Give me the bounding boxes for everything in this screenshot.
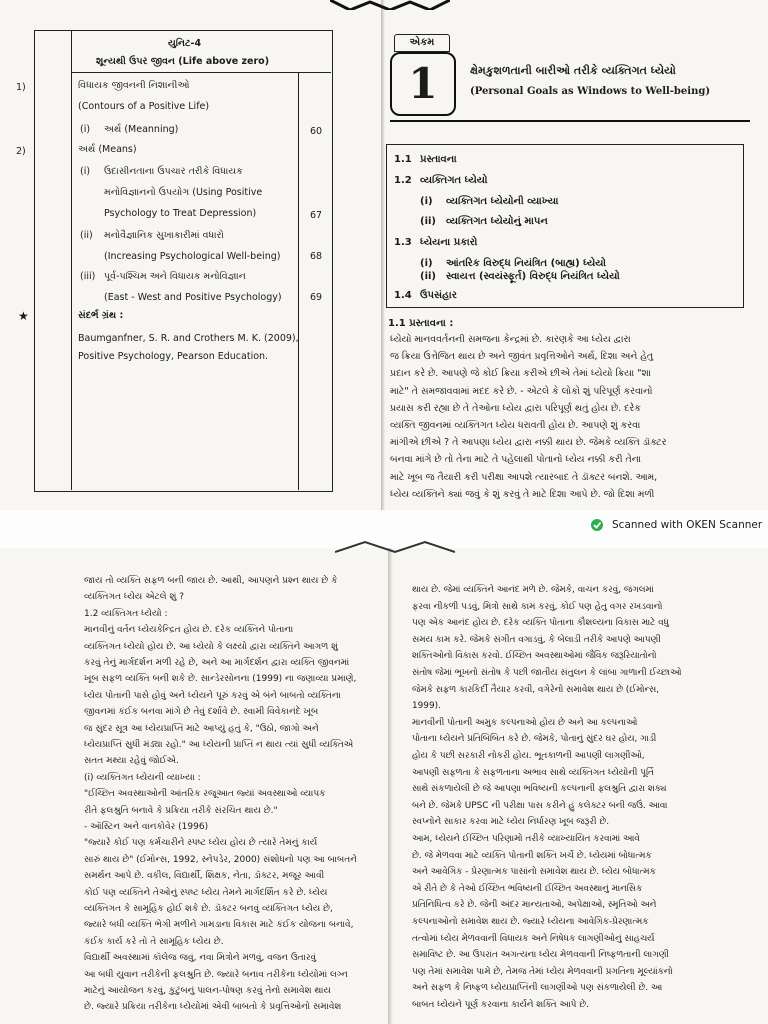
text-line: માનવીની પોતાની અમુક કલ્પનાઓ હોય છે અને આ કલ્પનાઓ bbox=[412, 717, 638, 728]
text-line: સંતોષ જેમાં ભૂખનો સંતોષ કે પછી જાતીય સંતુલન કે લાંબા ગાળાની ઈચ્છાઓ bbox=[412, 668, 682, 678]
outline-item: વ્યક્તિગત ધ્યેયોનું માપન bbox=[446, 216, 548, 227]
text-line: કંઈક કાર્ય કરે તો તે સામૂહિક ધ્યેય છે. bbox=[84, 936, 224, 947]
outline-item: વ્યક્તિગત ધ્યેયોની વ્યાખ્યા bbox=[446, 196, 559, 207]
item-number: 1) bbox=[16, 82, 26, 93]
text-line: પણ એક આનંદ હોય છે. દરેક વ્યક્તિ પોતાના કૌશલ્યના વિકાસ માટે વધુ bbox=[412, 618, 669, 629]
subitem-label: (i) bbox=[80, 124, 91, 135]
book-gutter bbox=[381, 0, 385, 510]
subitem-line: (East - West and Positive Psychology) bbox=[104, 292, 282, 303]
reference-line: Baumganfner, S. R. and Crothers M. K. (2009), bbox=[78, 333, 299, 344]
text-line: 1999). bbox=[412, 701, 441, 712]
text-line: 1.2 વ્યક્તિગત ધ્યેયો : bbox=[84, 608, 168, 619]
text-line: હોય કે પછી સરકારી નોકરી હોય. ભૂતકાળની આપણી લાગણીઓ, bbox=[412, 751, 645, 761]
unit-label: યુનિટ-4 bbox=[168, 38, 202, 49]
subitem-line: મનોવિજ્ઞાનનો ઉપયોગ (Using Positive bbox=[104, 187, 263, 198]
text-line: માટે ખૂબ જ તૈયારી કરી પરીક્ષા આપશે ત્યારબાદ તે ડૉક્ટર બનશે. આમ, bbox=[390, 471, 658, 483]
text-line: માટે" તે સમજાવવામાં મદદ કરે છે. - એટલે કે લોકો શું પરિપૂર્ણ કરવાનો bbox=[390, 385, 653, 397]
scanner-watermark: Scanned with OKEN Scanner bbox=[612, 519, 763, 531]
subitem-line: મનોવૈજ્ઞાનિક સુખાકારીમાં વધારો bbox=[104, 230, 224, 241]
outline-number: (i) bbox=[420, 196, 433, 207]
text-line: ધ્યેયપ્રાપ્તિ સુધી મંડ્યા રહો." આ ધ્યેયની પ્રાપ્તિ ન થાય ત્યાં સુધી વ્યક્તિએ bbox=[84, 740, 354, 750]
text-line: ધ્યેયો માનવવર્તનની સમજના કેન્દ્રમાં છે. કારણકે આ ધ્યેય દ્વારા bbox=[390, 334, 631, 345]
text-line: "ઈચ્છિત અવસ્થાઓની આંતરિક રજૂઆત જ્યાં અવસ્થાઓ વ્યાપક bbox=[84, 789, 326, 800]
book-gutter bbox=[388, 548, 393, 1024]
item-title: વિધાયક જીવનની નિશાનીઓ bbox=[78, 80, 190, 91]
reference-line: Positive Psychology, Pearson Education. bbox=[78, 351, 269, 362]
subitem-label: (i) bbox=[80, 166, 91, 177]
chapter-number: 1 bbox=[390, 52, 456, 116]
outline-number: 1.2 bbox=[394, 175, 412, 186]
outline-item: વ્યક્તિગત ધ્યેયો bbox=[420, 175, 488, 186]
unit-title: શૂન્યથી ઉપર જીવન (Life above zero) bbox=[96, 56, 270, 67]
subitem-label: (iii) bbox=[80, 271, 96, 282]
text-line: કરવું તેનું માર્ગદર્શન મળી રહે છે, અને આ માર્ગદર્શન દ્વારા વ્યક્તિ જીવનમાં bbox=[84, 658, 350, 668]
text-line: જેમકે સફળ કારકિર્દી તૈયાર કરવી, વગેરેનો સમાવેશ થાય છે (ઈમોન્સ, bbox=[412, 684, 660, 695]
page-number: 68 bbox=[310, 251, 323, 262]
text-line: વ્યક્તિગત કે સામૂહિક હોઈ શકે છે. ડૉક્ટર બનવું વ્યક્તિગત ધ્યેય છે, bbox=[84, 904, 333, 914]
text-line: પોતાના ધ્યેયને પ્રતિબિંબિત કરે છે. જેમકે, પોતાનું સુંદર ઘર હોય, ગાડી bbox=[412, 734, 657, 745]
outline-item: ધ્યેયના પ્રકારો bbox=[420, 237, 478, 248]
text-line: સારું થાય છે" (ઈમોન્સ, 1992, સ્નેપડેર, 2000) સંશોધનો પણ આ બાબતને bbox=[84, 854, 357, 865]
text-line: સમાવિષ્ટ છે. આ ઉપરાંત અગત્યના ધ્યેય મેળવવાની નિષ્ફળતાની લાગણી bbox=[412, 950, 669, 961]
table-divider bbox=[71, 30, 72, 490]
text-line: કલ્પનાઓનો સમાવેશ થાય છે. જ્યારે ધ્યેયના આવેગિક-પ્રેરણાત્મક bbox=[412, 917, 649, 927]
text-line: છે. જ્યારે પ્રક્રિયા તરીકેના ધ્યેયોમાં એવી બાબતો કે પ્રવૃત્તિઓનો સમાવેશ bbox=[84, 1002, 342, 1013]
text-line: આ બધી યુવાન તરીકેની ફલશ્રુતિ છે. જ્યારે બનાવ તરીકેના ધ્યેયોમાં લગ્ન bbox=[84, 969, 348, 980]
text-line: માટેનું આયોજન કરવું, કુટુંબનું પાલન-પોષણ કરવું તેનો સમાવેશ થાય bbox=[84, 986, 331, 996]
text-line: માનવીનું વર્તન ધ્યેયકેન્દ્રિત હોય છે. દરેક વ્યક્તિને પોતાના bbox=[84, 625, 294, 636]
binding-clip bbox=[330, 0, 450, 10]
reference-heading: સંદર્ભ ગ્રંથ : bbox=[78, 310, 124, 321]
text-line: આપણી સફળતા કે સફળતાના અભાવ સાથે વ્યક્તિગત ધ્યેયોની પૂર્તિ bbox=[412, 767, 654, 778]
text-line: બાબત ધ્યેયને પૂર્ણ કરવાના કાર્યને શક્તિ આપે છે. bbox=[412, 1000, 589, 1010]
subitem-line: ઉદાસીનતાના ઉપચાર તરીકે વિધાયક bbox=[104, 166, 243, 177]
heading-rule bbox=[390, 120, 750, 122]
text-line: સ્વપ્નોને સાકાર કરવા માટે ધ્યેય નિર્ધારણ ખૂબ જરૂરી છે. bbox=[412, 817, 610, 828]
text-line: સમય કામ કરે. જેમકે સંગીત વગાડવું, કે બેલાડી તરીકે આપણે આપણી bbox=[412, 634, 661, 645]
text-line: અને સફળ કે નિષ્ફળ ધ્યેયપ્રાપ્તિની લાગણીઓ પણ સંકળાયેલી છે. આ bbox=[412, 983, 663, 994]
text-line: વ્યક્તિગત ધ્યેયો હોય છે. આ ધ્યેયો કે લક્ષ્યો દ્વારા વ્યક્તિને આગળ શું bbox=[84, 641, 339, 652]
text-line: માંગીએ છીએ ? તે આપણા ધ્યેય દ્વારા નક્કી થાય છે. જેમકે વ્યક્તિ ડૉક્ટર bbox=[390, 437, 667, 449]
text-line: સાથે સંકળાયેલી છે જે આપણા ભવિષ્યની કલ્પનાની ફલશ્રુતિ દ્વારા શક્ય bbox=[412, 784, 667, 795]
item-title-en: (Contours of a Positive Life) bbox=[78, 101, 210, 112]
item-number: 2) bbox=[16, 146, 26, 157]
outline-number: (ii) bbox=[420, 216, 436, 227]
outline-number: (i) bbox=[420, 258, 433, 269]
outline-item: સ્વાયત્ત (સ્વયંસ્ફૂર્ત) વિરુદ્ધ નિયંત્રિત ધ્યેયો bbox=[446, 271, 620, 282]
text-line: જીવનમાં કંઈક બનવા માંગે છે તેવું દર્શાવે છે. સ્વામી વિવેકાનંદે ખૂબ bbox=[84, 707, 319, 718]
page-number: 67 bbox=[310, 210, 323, 221]
text-line: વ્યક્તિ જીવનમાં વ્યક્તિગત ધ્યેય ધરાવતી હોય છે. આપણે શું કરવા bbox=[390, 420, 641, 431]
text-line: વ્યક્તિગત ધ્યેય એટલે શું ? bbox=[84, 592, 185, 603]
text-line: રીતે ફલશ્રુતિ બનાવે કે પ્રક્રિયા તરીકે સંરચિત થાય છે." bbox=[84, 805, 278, 816]
text-line: બનવા માંગે છે તો તેના માટે તે પહેલાથી પોતાનો ધ્યેય નક્કી કરી તેના bbox=[390, 454, 641, 466]
outline-item: આંતરિક વિરુદ્ધ નિયંત્રિત (બાહ્ય) ધ્યેયો bbox=[446, 258, 606, 269]
outline-number: 1.3 bbox=[394, 237, 412, 248]
text-line: છે. જે મેળવવા માટે વ્યક્તિ પોતાની શક્તિ ખર્ચે છે. ધ્યેયમાં બોધાત્મક bbox=[412, 850, 652, 861]
table-divider bbox=[71, 72, 331, 73]
text-line: જ ક્રિયા ઉત્તેજિત થાય છે અને જીવંત પ્રવૃત્તિઓને અર્થ, દિશા અને હેતુ bbox=[390, 351, 654, 363]
page-number: 69 bbox=[310, 292, 323, 303]
subitem-line: Psychology to Treat Depression) bbox=[104, 208, 257, 219]
subitem-line: (Increasing Psychological Well-being) bbox=[104, 251, 281, 262]
outline-number: (ii) bbox=[420, 271, 436, 282]
text-line: જાય તો વ્યક્તિ સફળ બની જાય છે. આથી, આપણને પ્રશ્ન થાય છે કે bbox=[84, 576, 338, 586]
text-line: વિદ્યાર્થી અવસ્થામાં કૉલેજ જવું, નવા મિત્રોને મળવું, વજન ઉતારવું bbox=[84, 953, 317, 964]
text-line: થાય છે. જેમાં વ્યક્તિને આનંદ મળે છે. જેમકે, વાચન કરવું, જંગલમાં bbox=[412, 585, 654, 595]
text-line: - ઑસ્ટિન અને વાનકોવેર (1996) bbox=[84, 822, 209, 832]
outline-number: 1.1 bbox=[394, 154, 412, 165]
chapter-title: ક્ષેમકુશળતાની બારીઓ તરીકે વ્યક્તિગત ધ્યેયો bbox=[470, 64, 676, 77]
text-line: ધ્યેય વ્યક્તિને ક્યાં જવું કે શું કરવું તે માટે દિશા આપે છે. જો દિશા મળી bbox=[390, 488, 655, 500]
item-title: અર્થ (Means) bbox=[78, 144, 137, 155]
unit-tag: એકમ bbox=[394, 34, 450, 52]
text-line: તત્વોમાં ધ્યેય મેળવવાની વિધાયક અને નિષેધક લાગણીઓનું સાહચર્ય bbox=[412, 933, 655, 944]
text-line: ધ્યેય પોતાની પાસે હોવું અને ધ્યેયને પૂરું કરવું એ બંને બાબતો વ્યક્તિના bbox=[84, 690, 341, 701]
text-line: એ રીતે છે કે તેઓ ઈચ્છિત ભવિષ્યની ઈચ્છિત અવસ્થાનું માનસિક bbox=[412, 883, 643, 894]
star-marker: ★ bbox=[18, 309, 29, 323]
text-line: જ્યારે બધી વ્યક્તિ ભેગી મળીને ગામડાના વિકાસ માટે કંઈક યોજના બનાવે, bbox=[84, 920, 354, 931]
scanner-logo-icon bbox=[590, 518, 604, 532]
text-line: આમ, ધ્યેયને ઈચ્છિત પરિણામો તરીકે વ્યાખ્યાયિત કરવામાં આવે bbox=[412, 834, 640, 844]
text-line: "જ્યારે કોઈ પણ કર્મચારીને સ્પષ્ટ ધ્યેય હોય છે ત્યારે તેમનું કાર્ય bbox=[84, 838, 318, 849]
text-line: બને છે. જેમકે UPSC ની પરીક્ષા પાસ કરીને હું કલેક્ટર બની જઉં. આવા bbox=[412, 800, 668, 811]
subitem-text: અર્થ (Meanning) bbox=[104, 124, 179, 135]
text-line: ફરવા નીકળી પડવું, મિત્રો સાથે કામ કરવું, કોઈ પણ હેતુ વગર રખડવાનો bbox=[412, 601, 663, 612]
chapter-outline bbox=[386, 144, 744, 308]
section-heading: 1.1 પ્રસ્તાવના : bbox=[388, 318, 454, 329]
text-line: (i) વ્યક્તિગત ધ્યેયની વ્યાખ્યા : bbox=[84, 772, 201, 783]
text-line: પ્રદાન કરે છે. આપણે જે કોઈ ક્રિયા કરીએ છીએ તેમાં ધ્યેયો ક્રિયા "શા bbox=[390, 368, 651, 380]
text-line: ખૂબ સફળ વ્યક્તિ બની શકે છે. સાન્ડેરસોનના (1999) ના જણાવ્યા પ્રમાણે, bbox=[84, 674, 357, 685]
binding-clip bbox=[335, 540, 455, 554]
text-line: કોઈ પણ વ્યક્તિને તેઓનું સ્પષ્ટ ધ્યેય તેમને માર્ગદર્શિત કરે છે. ધ્યેય bbox=[84, 887, 328, 898]
chapter-title-english: (Personal Goals as Windows to Well-being) bbox=[470, 86, 711, 97]
text-line: શક્તિઓનો વિકાસ કરવો. ઈચ્છિત અવસ્થાઓમાં જૈવિક જરૂરિયાતોનો bbox=[412, 651, 657, 662]
text-line: સમર્થન આપે છે. વકીલ, વિદ્યાર્થી, શિક્ષક, નેતા, ડૉક્ટર, મજૂર આવી bbox=[84, 871, 325, 882]
table-divider bbox=[298, 72, 299, 490]
text-line: પ્રતિનિધિત્વ કરે છે. જેની અંદર માન્યતાઓ, અપેક્ષાઓ, સ્મૃતિઓ અને bbox=[412, 900, 657, 911]
text-line: અને આવેગિક - પ્રેરણાત્મક પાસાંનો સમાવેશ થાય છે. ધ્યેય બોધાત્મક bbox=[412, 867, 656, 878]
subitem-line: પૂર્વ-પશ્ચિમ અને વિધાયક મનોવિજ્ઞાન bbox=[104, 271, 246, 282]
outline-number: 1.4 bbox=[394, 290, 412, 301]
outline-item: પ્રસ્તાવના bbox=[420, 154, 457, 165]
subitem-label: (ii) bbox=[80, 230, 93, 241]
outline-item: ઉપસંહાર bbox=[420, 290, 457, 301]
text-line: પણ તેમાં સમાવેશ પામે છે, તેમજ તેમાં ધ્યેય મેળવવાની પ્રગતિના મૂલ્યાંકનો bbox=[412, 966, 673, 977]
text-line: પ્રયાસ કરી રહ્યા છે તે તેઓના ધ્યેય દ્વારા પરિપૂર્ણ થતું હોય છે. દરેક bbox=[390, 402, 641, 414]
text-line: સતત મથ્યા રહેવું જોઈએ. bbox=[84, 756, 179, 767]
page-number: 60 bbox=[310, 126, 323, 137]
text-line: જ સુંદર સૂત્ર આ ધ્યેયપ્રાપ્તિ માટે આપ્યું હતું કે, "ઉઠો, જાગો અને bbox=[84, 723, 319, 734]
